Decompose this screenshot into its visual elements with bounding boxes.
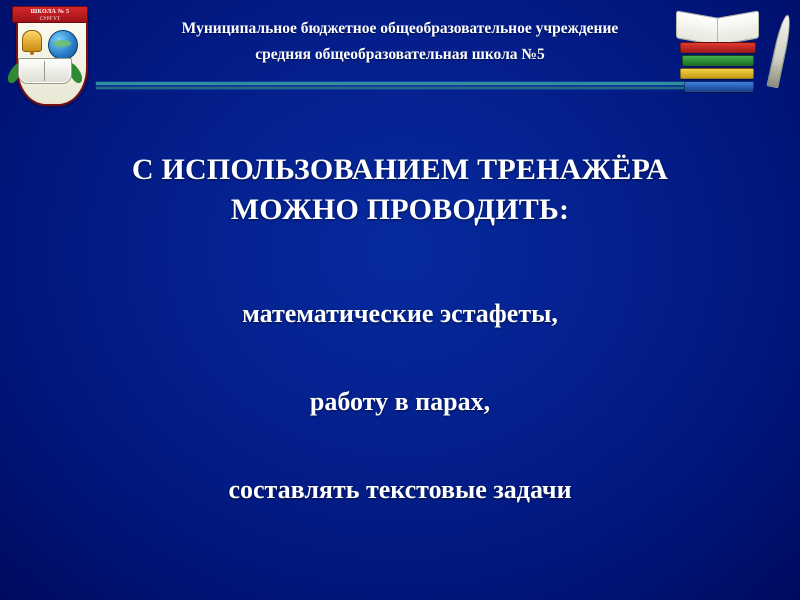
school-name-line2: средняя общеобразовательная школа №5 xyxy=(255,46,545,63)
quill-pen-icon xyxy=(766,14,793,89)
slide-headline xyxy=(40,150,760,230)
crest-banner xyxy=(12,6,88,23)
headline-line2: МОЖНО ПРОВОДИТЬ: xyxy=(230,193,570,226)
open-book-top-icon xyxy=(676,10,758,40)
divider-line-thin xyxy=(96,87,706,89)
slide-item-3: составлять текстовые задачи xyxy=(228,475,572,504)
slide-item-2: работу в парах, xyxy=(309,387,491,416)
book-blue xyxy=(684,81,754,92)
slide-item-1: математические эстафеты, xyxy=(242,299,558,328)
crest-banner-line1: ШКОЛА № 5 xyxy=(30,9,70,15)
school-crest-icon xyxy=(8,4,94,108)
school-name-line1: Муниципальное бюджетное общеобразовательное учреждение xyxy=(181,20,619,37)
book-yellow xyxy=(680,68,754,79)
slide-header xyxy=(0,0,800,110)
bell-icon xyxy=(22,30,42,52)
book-green xyxy=(682,55,754,66)
header-divider xyxy=(96,82,706,89)
slide-content xyxy=(40,150,760,506)
books-stack-icon xyxy=(674,8,784,100)
crest-banner-line2: СУРГУТ xyxy=(39,17,61,22)
book-red xyxy=(680,42,756,53)
headline-line1: С ИСПОЛЬЗОВАНИЕМ ТРЕНАЖЁРА xyxy=(131,153,669,186)
book-stack-shape xyxy=(680,40,754,92)
globe-icon xyxy=(48,30,78,60)
open-book-icon xyxy=(18,58,72,84)
school-name xyxy=(100,16,700,68)
